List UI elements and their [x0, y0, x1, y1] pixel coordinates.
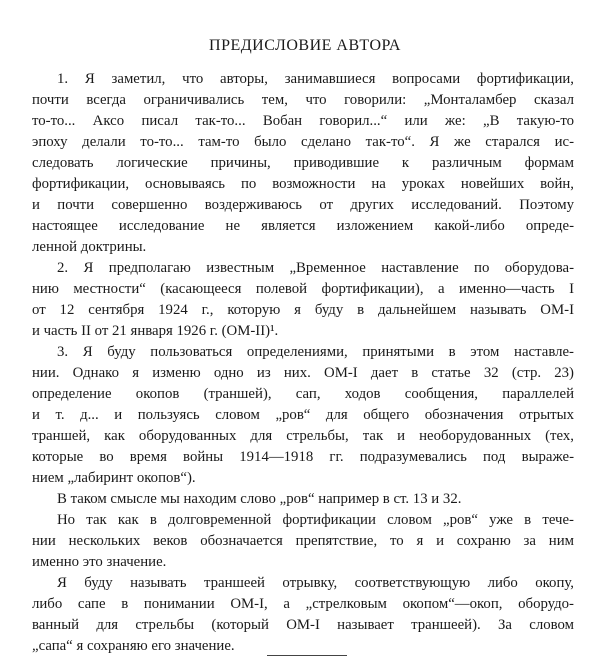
text-line: ванный для стрельбы (который ОМ-I называет траншеей). За словом [32, 617, 574, 633]
text-line: и часть II от 21 января 1926 г. (ОМ-II)¹. [32, 323, 279, 339]
text-line: нии нескольких веков обозначается препятствие, то я и сохраню за ним [32, 533, 574, 549]
text-line: либо сапе в понимании ОМ-I, а „стрелковым окопом“—окоп, оборудо- [32, 596, 574, 612]
text-line: 2. Я предполагаю известным „Временное наставление по оборудова- [57, 260, 574, 276]
text-line: настоящее исследование не является изложением какой-либо опреде- [32, 218, 574, 234]
text-line: фортификации, основываясь по возможности на уроках новейших войн, [32, 176, 574, 192]
text-line: ленной доктрины. [32, 239, 147, 255]
text-line: В таком смысле мы находим слово „ров“ например в ст. 13 и 32. [57, 491, 462, 507]
text-line: 1. Я заметил, что авторы, занимавшиеся вопросами фортификации, [57, 71, 574, 87]
text-line: нию местности“ (касающееся полевой фортификации), а именно—часть I [32, 281, 574, 297]
text-line: и почти совершенно воздерживаюсь от других исследований. Поэтому [32, 197, 574, 213]
text-line: которые во время войны 1914—1918 гг. подразумевались под выраже- [32, 449, 574, 465]
text-line: почти всегда ограничивались тем, что говорили: „Монталамбер сказал [32, 92, 574, 108]
text-line: траншей, как оборудованных для стрельбы, так и необорудованных (тех, [32, 428, 574, 444]
text-line: определение окопов (траншей), сап, ходов сообщения, параллелей [32, 386, 574, 402]
text-line: следовать логические причины, приводившие к различным формам [32, 155, 574, 171]
text-line: Но так как в долговременной фортификации словом „ров“ уже в тече- [57, 512, 574, 528]
text-line: Я буду называть траншеей отрывку, соответствующую либо окопу, [57, 575, 574, 591]
divider [267, 655, 347, 656]
page-title: ПРЕДИСЛОВИЕ АВТОРА [209, 37, 401, 54]
text-line: именно это значение. [32, 554, 167, 570]
text-line: и т. д... и пользуясь словом „ров“ для общего обозначения отрытых [32, 407, 574, 423]
text-line: нием „лабиринт окопов“). [32, 470, 196, 486]
text-line: от 12 сентября 1924 г., которую я буду в дальнейшем называть ОМ-I [32, 302, 574, 318]
text-line: эпоху делали то-то... там-то было сделано так-то“. Я же старался ис- [32, 134, 574, 150]
text-line: „сапа“ я сохраняю его значение. [32, 638, 235, 654]
text-line: нии. Однако я изменю одно из них. ОМ-I дает в статье 32 (стр. 23) [32, 365, 574, 381]
text-line: то-то... Аксо писал так-то... Вобан говорил...“ или же: „В такую-то [32, 113, 574, 129]
text-line: 3. Я буду пользоваться определениями, принятыми в этом наставле- [57, 344, 574, 360]
